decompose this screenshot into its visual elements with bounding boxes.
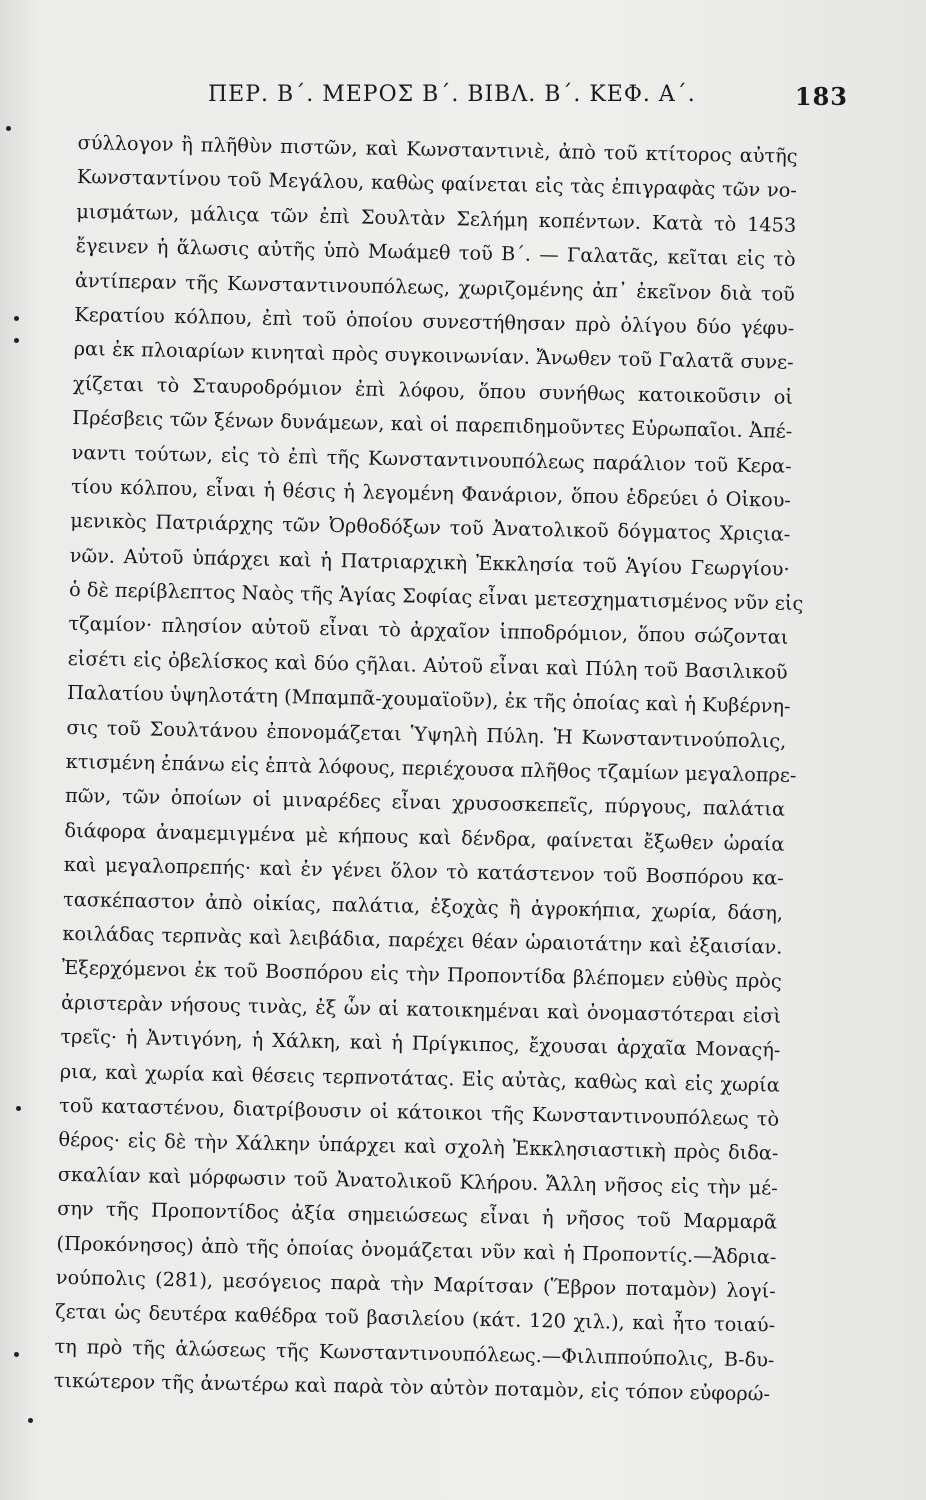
text-line: τρεῖς· ἡ Ἀντιγόνη, ἡ Χάλκη, καὶ ἡ Πρίγκιπος, ἔχουσαι ἀρχαῖα Μοναςή- [60,1024,781,1062]
text-line: τίου κόλπου, εἶναι ἡ θέσις ἡ λεγομένη Φανάριον, ὅπου ἑδρεύει ὁ Οἰκου- [70,474,792,512]
text-line: νῶν. Αὐτοῦ ὑπάρχει καὶ ἡ Πατριαρχικὴ Ἐκκλησία τοῦ Ἁγίου Γεωργίου· [69,543,790,581]
margin-dot [6,126,11,131]
margin-dot [14,338,19,343]
page-header [208,78,848,118]
margin-marks [6,120,26,1460]
text-line: διάφορα ἀναμεμιγμένα μὲ κήπους καὶ δένδρα, φαίνεται ἔξωθεν ὡραία [64,818,785,856]
text-line: νούπολις (281), μεσόγειος παρὰ τὴν Μαρίτσαν (Ἕβρον ποταμὸν) λογί- [55,1265,776,1303]
text-line: ἔγεινεν ἡ ἅλωσις αὐτῆς ὑπὸ Μωάμεθ τοῦ Β΄. — Γαλατᾶς, κεῖται εἰς τὸ [75,234,796,271]
text-line: σκαλίαν καὶ μόρφωσιν τοῦ Ἀνατολικοῦ Κλήρου. Ἄλλη νῆσος εἰς τὴν μέ- [57,1162,778,1200]
text-line: σις τοῦ Σουλτάνου ἐπονομάζεται Ὑψηλὴ Πύλη. Ἡ Κωνσταντινούπολις, [66,715,787,753]
text-line: σην τῆς Προποντίδος ἀξία σημειώσεως εἶναι ἡ νῆσος τοῦ Μαρμαρᾶ [56,1196,778,1234]
text-line: Κερατίου κόλπου, ἐπὶ τοῦ ὁποίου συνεστήθησαν πρὸ ὀλίγου δύο γέφυ- [74,302,795,340]
text-line: τζαμίον· πλησίον αὐτοῦ εἶναι τὸ ἀρχαῖον ἱπποδρόμιον, ὅπου σώζονται [68,612,789,650]
text-line: καὶ μεγαλοπρεπής· καὶ ἐν γένει ὅλον τὸ κατάστενον τοῦ Βοσπόρου κα- [63,853,784,890]
text-line: Παλατίου ὑψηλοτάτη (Μπαμπᾶ-χουμαϊοῦν), ἐκ τῆς ὁποίας καὶ ἡ Κυβέρνη- [66,681,791,719]
text-line: τη πρὸ τῆς ἁλώσεως τῆς Κωνσταντινουπόλεως.—Φιλιππούπολις, Β-δυ- [54,1334,775,1372]
text-line: (Προκόνησος) ἀπὸ τῆς ὁποίας ὀνομάζεται νῦν καὶ ἡ Προποντίς.—Ἀδρια- [56,1231,777,1269]
text-line: ἀντίπεραν τῆς Κωνσταντινουπόλεως, χωριζομένης ἀπ᾽ ἐκεῖνον διὰ τοῦ [74,268,796,306]
text-line: ρια, καὶ χωρία καὶ θέσεις τερπνοτάτας. Εἰς αὐτὰς, καθὼς καὶ εἰς χωρία [59,1059,780,1097]
page-number: 183 [794,82,848,111]
body-text [53,126,804,1412]
text-line: τασκέπαστον ἀπὸ οἰκίας, παλάτια, ἐξοχὰς ἢ ἀγροκήπια, χωρία, δάση, [62,887,784,925]
text-line: τοῦ καταστένου, διατρίβουσιν οἱ κάτοικοι τῆς Κωνσταντινουπόλεως τὸ [58,1093,780,1131]
margin-dot [28,1418,33,1423]
margin-dot [14,1352,19,1357]
text-line: ζεται ὡς δευτέρα καθέδρα τοῦ βασιλείου (κάτ. 120 χιλ.), καὶ ἦτο τοιαύ- [55,1300,776,1337]
text-line: εἰσέτι εἰς ὀβελίσκος καὶ δύο ςῆλαι. Αὐτοῦ εἶναι καὶ Πύλη τοῦ Βασιλικοῦ [67,646,788,684]
margin-dot [14,316,19,321]
text-line: ἀριστερὰν νήσους τινὰς, ἐξ ὧν αἱ κατοικημέναι καὶ ὀνομαστότεραι εἰσὶ [60,990,782,1028]
text-line: Ἐξερχόμενοι ἐκ τοῦ Βοσπόρου εἰς τὴν Προποντίδα βλέπομεν εὐθὺς πρὸς [61,956,782,994]
text-line: κτισμένη ἐπάνω εἰς ἑπτὰ λόφους, περιέχουσα πλῆθος τζαμίων μεγαλοπρε- [65,749,797,787]
text-line: τικώτερον τῆς ἀνωτέρω καὶ παρὰ τὸν αὐτὸν ποταμὸν, εἰς τόπον εὐφορώ- [53,1368,771,1406]
text-line: πῶν, τῶν ὁποίων οἱ μιναρέδες εἶναι χρυσοσκεπεῖς, πύργους, παλάτια [64,784,786,822]
text-line: ραι ἐκ πλοιαρίων κινηταὶ πρὸς συγκοινωνίαν. Ἄνωθεν τοῦ Γαλατᾶ συνε- [73,337,794,375]
text-line: σύλλογον ἢ πλῆθὺν πιστῶν, καὶ Κωνσταντινιὲ, ἀπὸ τοῦ κτίτορος αὐτῆς [77,130,798,168]
text-line: ναντι τούτων, εἰς τὸ ἐπὶ τῆς Κωνσταντινουπόλεως παράλιον τοῦ Κερα- [71,440,792,478]
margin-dot [16,1106,21,1111]
text-line: κοιλάδας τερπνὰς καὶ λειβάδια, παρέχει θέαν ὡραιοτάτην καὶ ἐξαισίαν. [62,921,783,959]
text-line: Πρέσβεις τῶν ξένων δυνάμεων, καὶ οἱ παρεπιδημοῦντες Εὐρωπαῖοι. Ἀπέ- [72,406,793,443]
running-head: ΠΕΡ. Β΄. ΜΕΡΟΣ Β΄. ΒΙΒΛ. Β΄. ΚΕΦ. Α΄. [208,82,696,107]
text-line: χίζεται τὸ Σταυροδρόμιον ἐπὶ λόφου, ὅπου συνήθως κατοικοῦσιν οἱ [72,371,794,409]
text-line: μισμάτων, μάλιςα τῶν ἐπὶ Σουλτὰν Σελήμη κοπέντων. Κατὰ τὸ 1453 [76,199,797,237]
text-line: ὁ δὲ περίβλεπτος Ναὸς τῆς Ἁγίας Σοφίας εἶναι μετεσχηματισμένος νῦν εἰς [68,577,804,616]
text-line: θέρος· εἰς δὲ τὴν Χάλκην ὑπάρχει καὶ σχολὴ Ἐκκλησιαστικὴ πρὸς διδα- [58,1128,779,1165]
text-line: Κωνσταντίνου τοῦ Μεγάλου, καθὼς φαίνεται εἰς τὰς ἐπιγραφὰς τῶν νο- [76,165,798,203]
text-line: μενικὸς Πατριάρχης τῶν Ὀρθοδόξων τοῦ Ἀνατολικοῦ δόγματος Χριςια- [70,509,791,547]
